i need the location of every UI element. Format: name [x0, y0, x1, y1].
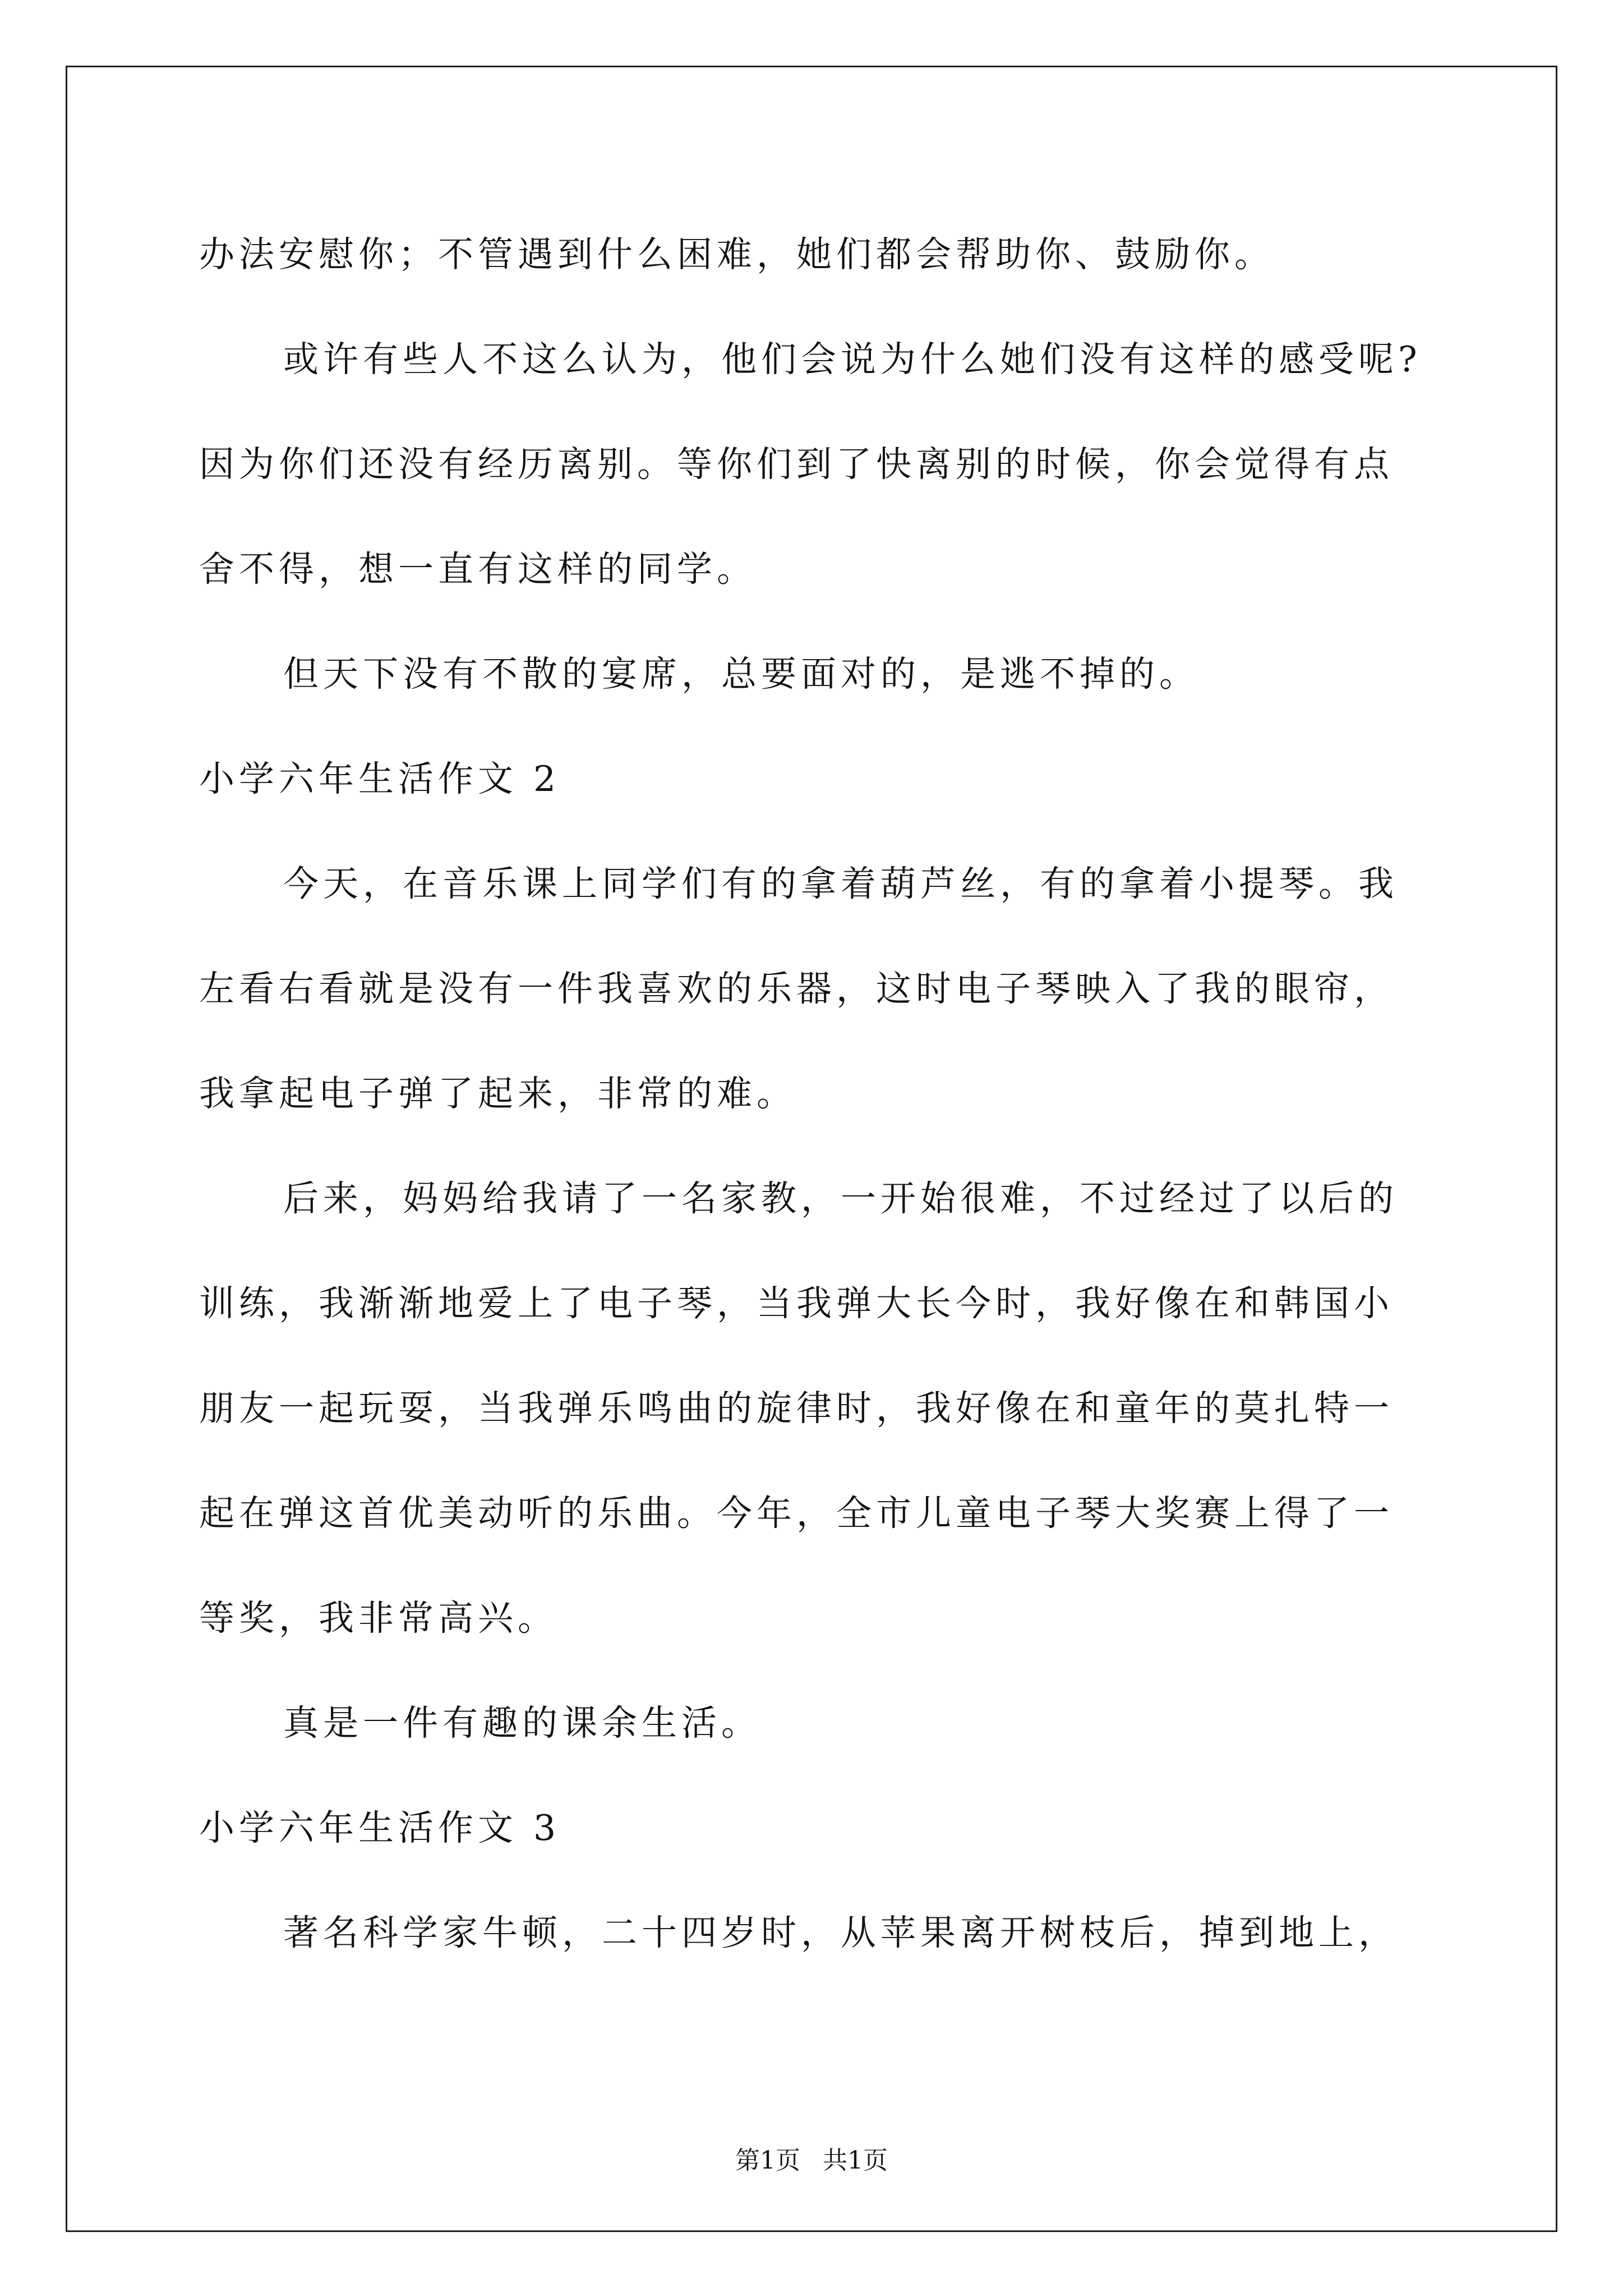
- text-line: 因为你们还没有经历离别。等你们到了快离别的时候，你会觉得有点: [199, 444, 1394, 485]
- text-line: 真是一件有趣的课余生活。: [283, 1703, 761, 1743]
- text-line: 或许有些人不这么认为，他们会说为什么她们没有这样的感受呢?: [283, 339, 1422, 380]
- text-line: 著名科学家牛顿，二十四岁时，从苹果离开树枝后，掉到地上，: [283, 1912, 1398, 1953]
- page-number: 第1页: [735, 2146, 800, 2175]
- text-line: 后来，妈妈给我请了一名家教，一开始很难，不过经过了以后的: [283, 1178, 1398, 1219]
- text-line: 办法安慰你；不管遇到什么困难，她们都会帮助你、鼓励你。: [199, 234, 1274, 275]
- text-line: 起在弹这首优美动听的乐曲。今年，全市儿童电子琴大奖赛上得了一: [199, 1493, 1394, 1534]
- text-line: 训练，我渐渐地爱上了电子琴，当我弹大长今时，我好像在和韩国小: [199, 1283, 1394, 1324]
- page-footer: [0, 2140, 1623, 2176]
- text-line: 等奖，我非常高兴。: [199, 1598, 557, 1639]
- section-heading: 小学六年生活作文 3: [199, 1807, 561, 1848]
- section-heading: 小学六年生活作文 2: [199, 758, 561, 799]
- text-line: 今天，在音乐课上同学们有的拿着葫芦丝，有的拿着小提琴。我: [283, 863, 1398, 904]
- text-line: 但天下没有不散的宴席，总要面对的，是逃不掉的。: [283, 654, 1199, 694]
- text-line: 朋友一起玩耍，当我弹乐鸣曲的旋律时，我好像在和童年的莫扎特一: [199, 1388, 1394, 1429]
- document-body: [199, 202, 1450, 1985]
- text-line: 舍不得，想一直有这样的同学。: [199, 549, 757, 590]
- text-line: 左看右看就是没有一件我喜欢的乐器，这时电子琴映入了我的眼帘，: [199, 968, 1394, 1009]
- text-line: 我拿起电子弹了起来，非常的难。: [199, 1073, 796, 1114]
- page-total: 共1页: [823, 2146, 888, 2175]
